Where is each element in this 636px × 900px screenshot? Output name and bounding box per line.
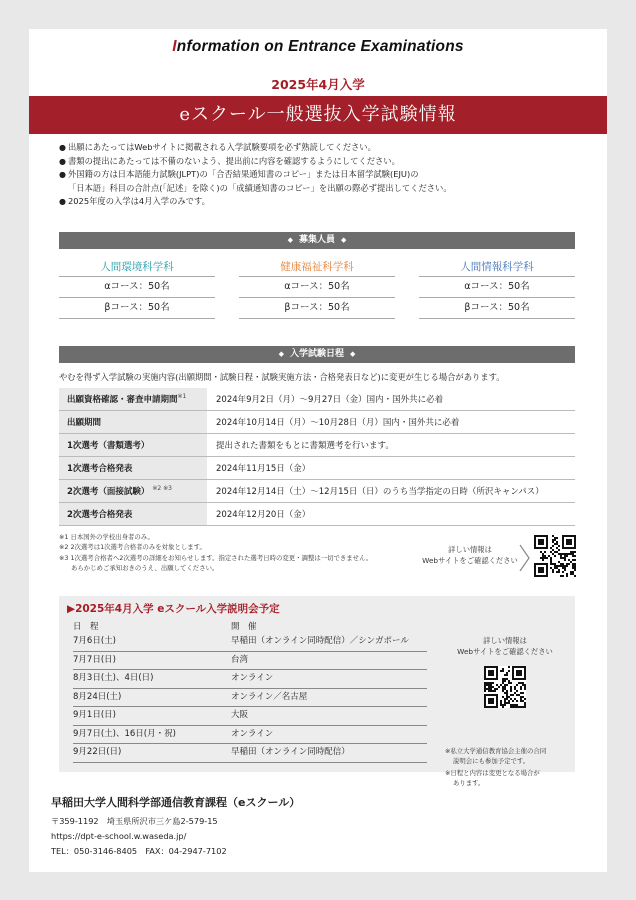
department-name: 人間情報科学科 <box>419 258 575 277</box>
schedule-footnotes <box>59 532 419 574</box>
schedule-section-bar <box>59 346 575 363</box>
diamond-icon: ◆ <box>287 236 293 244</box>
notice-item: ● 2025年度の入学は4月入学のみです。 <box>59 195 579 209</box>
english-title <box>29 38 607 56</box>
list-item <box>73 726 427 745</box>
detail-line: 詳しい情報は <box>483 636 527 645</box>
course-alpha: αコース：50名 <box>239 277 395 298</box>
diamond-icon: ◆ <box>350 350 356 358</box>
qr-code-icon[interactable] <box>534 535 576 577</box>
session-place: オンライン／名古屋 <box>231 691 308 702</box>
schedule-value: 2024年10月14日（月）～10月28日（月）国内・国外共に必着 <box>208 411 576 434</box>
schedule-label <box>59 480 208 503</box>
detail-line: 詳しい情報は <box>448 545 492 554</box>
note-line: 説明会にも参加予定です。 <box>453 756 530 765</box>
schedule-value: 2024年12月20日（金） <box>208 503 576 526</box>
main-banner-title: eスクール一般選抜入学試験情報 <box>29 96 607 134</box>
note-line: あります。 <box>453 778 485 787</box>
table-row <box>59 388 575 411</box>
table-row <box>59 480 575 503</box>
title-initial: I <box>172 38 177 55</box>
label-text: 出願期間 <box>67 418 102 428</box>
session-place: 台湾 <box>231 654 249 665</box>
label-text: 1次選考合格発表 <box>67 464 133 474</box>
exam-schedule-table <box>59 388 575 526</box>
notice-item: ● 出願にあたってはWebサイトに掲載される入学試験要項を必ず熟読してください。 <box>59 141 579 155</box>
note-line: ※日程と内容は変更となる場合が <box>445 769 540 777</box>
postal-address: 〒359-1192 埼玉県所沢市三ケ島2-579-15 <box>51 816 218 826</box>
department-name: 健康福祉科学科 <box>239 258 395 277</box>
session-place: 大阪 <box>231 710 249 720</box>
session-date: 7月7日(日) <box>73 654 116 665</box>
table-row <box>59 411 575 434</box>
title-rest: nformation on Entrance Examinations <box>176 38 464 55</box>
qr-code-icon[interactable] <box>484 666 526 708</box>
header-event: 開 催 <box>231 622 257 632</box>
course-beta: βコース：50名 <box>419 298 575 319</box>
phone-fax: TEL：050-3146-8405 FAX：04-2947-7102 <box>51 845 227 856</box>
schedule-detail-text <box>415 545 525 566</box>
course-beta: βコース：50名 <box>239 298 395 319</box>
contact-block <box>51 814 227 858</box>
flyer-page <box>29 29 607 872</box>
schedule-value: 2024年9月2日（月）～9月27日（金）国内・国外共に必着 <box>208 388 576 411</box>
label-text: 出願資格確認・審査申請期間 <box>67 395 178 405</box>
footnote: ※3 1次選考合格者へ2次選考の詳細をお知らせします。指定された選考日時の変更・調整は一切できません。 <box>59 553 373 562</box>
footnote-mark: ※2 ※3 <box>152 485 172 492</box>
session-date: 8月24日(土) <box>73 691 122 702</box>
admission-year: 2025年4月入学 <box>271 77 365 92</box>
info-session-panel <box>59 596 575 787</box>
list-item <box>73 689 427 708</box>
session-place: オンライン <box>231 673 274 683</box>
table-row <box>59 503 575 526</box>
schedule-label <box>59 434 208 457</box>
department-human-environment <box>59 258 215 319</box>
label-text: 2次選考（面接試験） <box>67 487 150 497</box>
chevron-right-icon <box>517 543 531 573</box>
schedule-value: 提出された書類をもとに書類選考を行います。 <box>208 434 576 457</box>
schedule-label <box>59 411 208 434</box>
session-list <box>73 633 427 763</box>
session-date: 7月6日(土) <box>73 636 116 646</box>
department-human-informatics <box>419 258 575 319</box>
course-alpha: αコース：50名 <box>419 277 575 298</box>
notice-list <box>59 141 579 209</box>
department-name: 人間環境科学科 <box>59 258 215 277</box>
schedule-label <box>59 457 208 480</box>
schedule-value: 2024年12月14日（土）～12月15日（日）のうち当学指定の日時（所沢キャンパス） <box>208 480 576 503</box>
session-notes <box>445 747 573 788</box>
notice-item: ● 書類の提出にあたっては不備のないよう、提出前に内容を確認するようにしてください。 <box>59 155 579 169</box>
label-text: 1次選考（書類選考） <box>67 441 150 451</box>
diamond-icon: ◆ <box>341 236 347 244</box>
list-item <box>73 633 427 652</box>
website-link[interactable]: https://dpt-e-school.w.waseda.jp/ <box>51 830 187 841</box>
schedule-intro: やむを得ず入学試験の実施内容(出願期間・試験日程・試験実施方法・合格発表日など)に変更が生じる場合があります。 <box>59 372 505 382</box>
detail-line: Webサイトをご確認ください <box>457 646 553 656</box>
detail-line: Webサイトをご確認ください <box>422 555 518 565</box>
table-row <box>59 457 575 480</box>
session-place: 早稲田（オンライン同時配信） <box>231 747 350 757</box>
list-item <box>73 652 427 671</box>
footnote: ※2 2次選考は1次選考合格者のみを対象とします。 <box>59 543 206 552</box>
course-beta: βコース：50名 <box>59 298 215 319</box>
schedule-value: 2024年11月15日（金） <box>208 457 576 480</box>
session-place: オンライン <box>231 728 274 739</box>
session-detail-text <box>443 636 567 657</box>
diamond-icon: ◆ <box>278 350 284 358</box>
footnote-mark: ※1 <box>177 393 187 400</box>
footnote-continued: あらかじめご承知おきのうえ、出願してください。 <box>71 564 219 573</box>
session-date: 9月22日(日) <box>73 747 122 757</box>
session-date: 8月3日(土)、4日(日) <box>73 673 154 683</box>
header-date: 日 程 <box>73 622 99 632</box>
list-item <box>73 744 427 763</box>
organization-name: 早稲田大学人間科学部通信教育課程（eスクール） <box>51 796 301 809</box>
session-date: 9月1日(日) <box>73 710 116 720</box>
session-date: 9月7日(土)、16日(月・祝) <box>73 728 176 739</box>
label-text: 2次選考合格発表 <box>67 510 133 520</box>
session-title: ▶2025年4月入学 eスクール入学説明会予定 <box>67 603 280 615</box>
schedule-label <box>59 388 208 411</box>
footnote: ※1 日本国外の学校出身者のみ。 <box>59 533 154 541</box>
recruit-title: 募集人員 <box>298 235 335 245</box>
list-item <box>73 670 427 689</box>
note-line: ※私立大学通信教育協会主催の合同 <box>445 747 547 755</box>
department-health-welfare <box>239 258 395 319</box>
notice-item-continued: 「日本語」科目の合計点(「記述」を除く)の「成績通知書のコピー」を出願の際必ず提出してください。 <box>68 182 452 193</box>
course-alpha: αコース：50名 <box>59 277 215 298</box>
list-item <box>73 707 427 726</box>
session-place: 早稲田（オンライン同時配信）／シンガポール <box>231 636 409 646</box>
table-row <box>59 434 575 457</box>
recruit-section-bar <box>59 232 575 249</box>
schedule-label <box>59 503 208 526</box>
notice-item: ● 外国籍の方は日本語能力試験(JLPT)の「合否結果通知書のコピー」または日本留学試験(EJU)の <box>59 168 579 182</box>
schedule-title: 入学試験日程 <box>289 349 344 359</box>
